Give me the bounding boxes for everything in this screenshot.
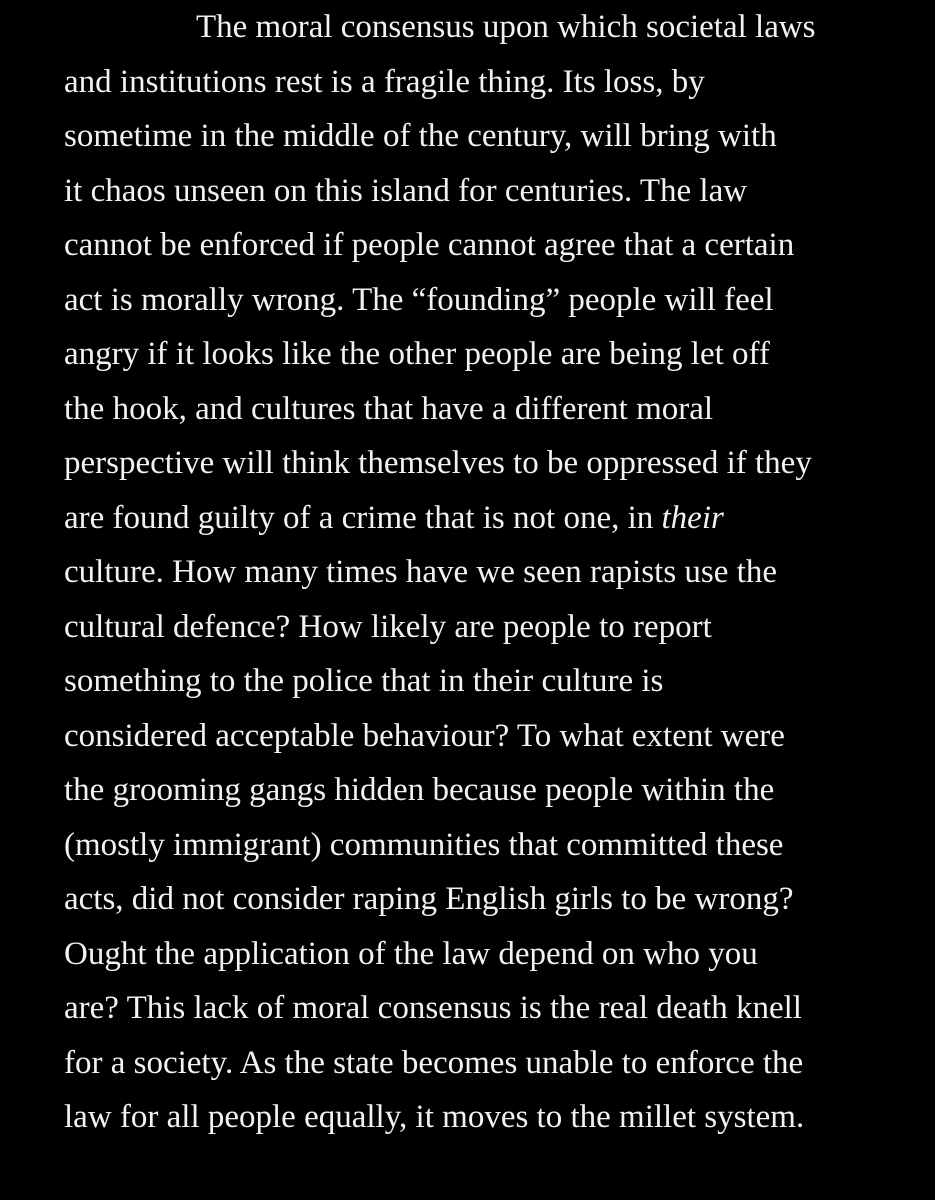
text-line: culture. How many times have we seen rapists use the [64,554,777,590]
emphasized-word: their [661,499,724,536]
text-line: the grooming gangs hidden because people within the [64,772,775,808]
text-line: it chaos unseen on this island for centuries. The law [64,172,748,209]
text-line: for a society. As the state becomes unable to enforce the [64,1044,804,1081]
text-line: something to the police that in their culture is [64,663,664,699]
text-line: law for all people equally, it moves to the millet system. [64,1099,805,1135]
text-line: The moral consensus upon which societal laws [196,9,816,45]
text-line-with-emphasis [64,491,924,546]
text-line: act is morally wrong. The “founding” people will feel [64,281,774,318]
text-line-segment: are found guilty of a crime that is not one, in [64,499,662,536]
text-line: and institutions rest is a fragile thing. Its loss, by [64,63,705,100]
text-line: the hook, and cultures that have a different moral [64,390,714,427]
text-line: considered acceptable behaviour? To what extent were [64,717,785,754]
text-line: sometime in the middle of the century, will bring with [64,118,777,154]
text-line: (mostly immigrant) communities that committed these [64,826,784,863]
body-paragraph [64,0,924,1145]
text-line: angry if it looks like the other people are being let off [64,336,770,372]
text-line: acts, did not consider raping English girls to be wrong? [64,881,794,917]
text-line: cultural defence? How likely are people to report [64,608,712,645]
text-line: Ought the application of the law depend on who you [64,935,758,972]
text-line: perspective will think themselves to be oppressed if they [64,445,812,481]
text-line: are? This lack of moral consensus is the real death knell [64,990,802,1026]
text-line: cannot be enforced if people cannot agree that a certain [64,227,795,263]
